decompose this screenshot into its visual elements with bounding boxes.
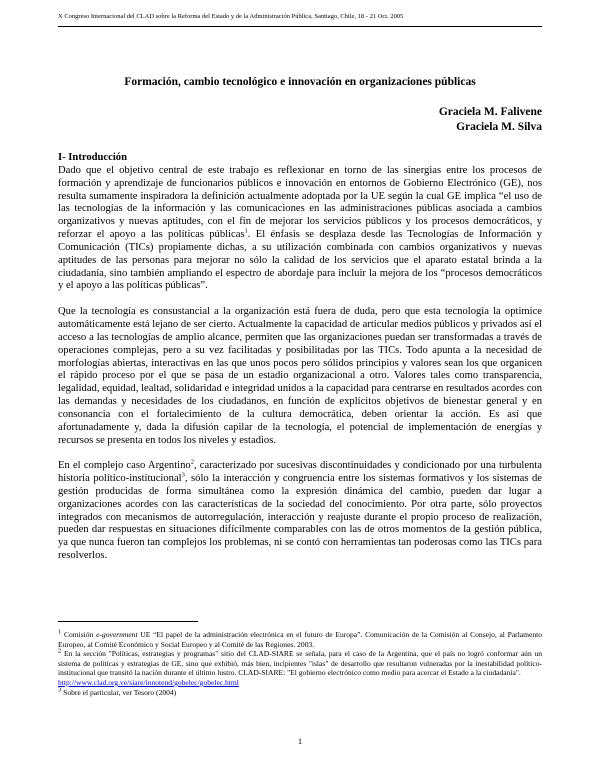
paragraph-3-text-b: , caracterizado por sucesivas discontinuidades y condicionado por una turbulenta historia político-institucional <box>58 460 542 485</box>
footnote-2-link[interactable]: http://www.clad.org.ve/siare/innotend/gobelec/gobelec.html <box>58 677 239 687</box>
footnote-1-emphasis: e-government <box>96 630 138 639</box>
footnote-mark: 2 <box>58 647 62 655</box>
footnote-ref-3[interactable]: 3 <box>181 471 185 479</box>
footnote-3 <box>58 688 542 698</box>
footnote-3-text: Sobre el particular, ver Tesoro (2004) <box>61 687 177 697</box>
author-name: Graciela M. Silva <box>456 121 542 133</box>
footnote-mark: 3 <box>58 686 62 694</box>
paragraph-2: Que la tecnología es consustancial a la organización está fuera de duda, pero que esta tecnología la optimice automáticamente está lejano de ser cierto. Actualmente la capacidad de articular medios públicos y privados así el acceso a las tecnologías de amplio alcance, permiten que las organizaciones puedan ser transformadas a través de operaciones complejas, pero a su vez facilitadas y posibilitadas por las TICs. Todo apunta a la necesidad de morfologías abiertas, interactivas en las que unos pocos pero sólidos principios y valores sean los que organicen el rápido proceso por el que se pasa de un estadio organizacional a otro. Valores tales como transparencia, legalidad, equidad, lealtad, solidaridad e integridad unidos a la capacidad para centrarse en resultados acordes con las demandas y necesidades de los ciudadanos, en función de explícitos objetivos de bienestar general y en consonancia con el fortalecimiento de la cultura democrática, deben orientar la acción. Es así que afortunadamente y, dada la difusión capilar de la tecnología, el potencial de implementación de energías y recursos se presenta en todos los niveles y estadios. <box>58 306 542 446</box>
footnote-mark: 1 <box>58 628 62 636</box>
footnote-ref-1[interactable]: 1 <box>244 227 248 235</box>
footnote-1-text-a: Comisión <box>61 630 97 639</box>
paragraph-3-text-c: , sólo la interacción y congruencia entre los sistemas formativos y los sistemas de gestión producidas de forma simultánea como la expresión dinámica del cambio, pueden dar lugar a organizaciones acordes con las características de la sociedad del conocimiento. Por otra parte, sólo proyectos integrados con mecanismos de autorregulación, interacción y reajuste durante el propio proceso de realización, pueden dar respuestas en situaciones difícilmente comparables con las de otros momentos de la gestión pública, ya que nunca fueron tan complejos los problemas, ni se contó con herramientas tan poderosas como las TICs para resolverlos. <box>58 473 542 562</box>
paragraph-1-text-a: Dado que el objetivo central de este trabajo es reflexionar en torno de las sinergias entre los procesos de formación y aprendizaje de funcionarios públicos e innovación en entornos de Gobierno Electrónico (GE), nos resulta sumamente inspiradora la definición actualmente adoptada por la UE según la cual GE implica “el uso de las tecnologías de la información y las comunicaciones en las administraciones públicas asociada a cambios organizativos y nuevas aptitudes, con el fin de mejorar los servicios públicos y los procesos democráticos, y reforzar el apoyo a las políticas públicas <box>58 164 542 241</box>
paragraph-3-text-a: En el complejo caso Argentino <box>58 460 191 472</box>
footnote-2 <box>58 649 542 687</box>
paper-title: Formación, cambio tecnológico e innovación en organizaciones públicas <box>124 76 476 88</box>
page-number: 1 <box>297 736 303 746</box>
paragraph-3 <box>58 460 542 563</box>
body-text <box>58 152 542 563</box>
author-name: Graciela M. Falivene <box>438 106 542 118</box>
footnote-separator <box>58 621 198 622</box>
header-rule <box>58 26 542 27</box>
footnote-1 <box>58 630 542 649</box>
author-block <box>439 105 542 135</box>
footnote-1-text-b: UE “El papel de la administración electrónica en el futuro de Europa”. Comunicación de la Comisión al Consejo, al Parlamento Europeo, al Comité Económico y Social Europeo y al Comité de las Regiones. 2003. <box>58 630 542 649</box>
footnote-2-text: En la sección "Políticas, estrategias y programas" sitio del CLAD-SIARE se señala, para el caso de la Argentina, que el país no logró conformar aún un sistema de políticas y estrategias de GE, sino que exhibió, más bien, incipientes "islas" de desarrollo que resultaron vulneradas por la inestabilidad político-institucional que transitó la nación durante el último lustro. CLAD-SIARE: "El gobierno electrónico como medio para acercar el Estado a la ciudadanía". <box>58 649 542 678</box>
section-heading: I- Introducción <box>58 152 127 163</box>
paragraph-1 <box>58 165 542 293</box>
paragraph-1-text-b: . El énfasis se desplaza desde las Tecnologías de Información y Comunicación (TICs) propiamente dichas, a su utilización combinada con cambios organizativos y nuevas aptitudes de las personas para mejorar no sólo la calidad de los servicios que el aparato estatal brinda a la ciudadanía, sino también ampliando el espectro de abordaje para incluir la mejora de los “procesos democráticos y el apoyo a las políticas públicas”. <box>58 229 542 292</box>
running-header: X Congreso Internacional del CLAD sobre la Reforma del Estado y de la Administración Pública, Santiago, Chile, 18 - 21 Oct. 2005 <box>58 13 404 20</box>
footnotes <box>58 630 542 697</box>
footnote-ref-2[interactable]: 2 <box>190 458 194 466</box>
